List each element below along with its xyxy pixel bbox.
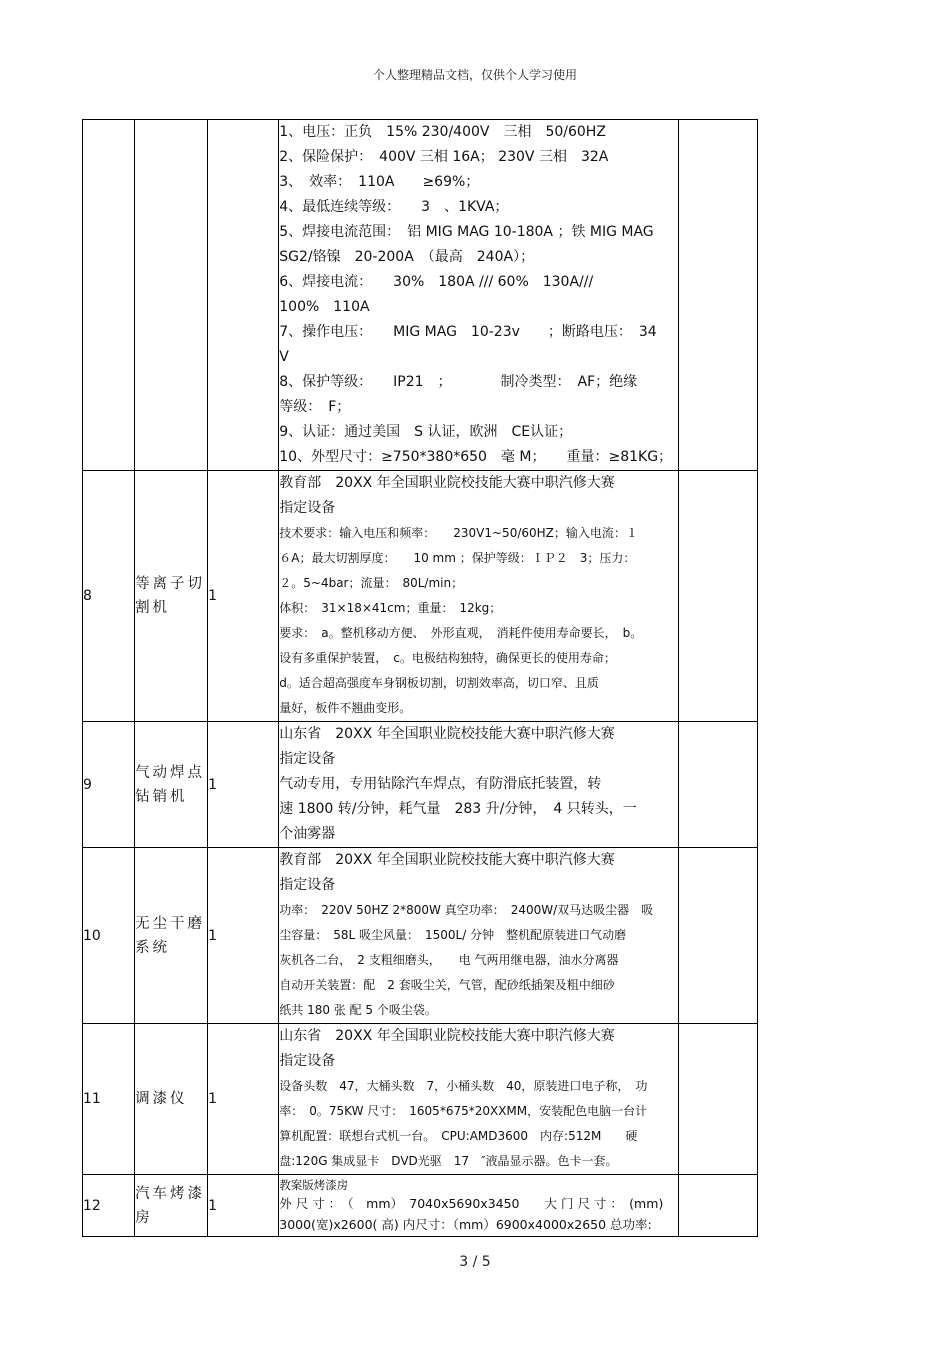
- spec-line: 3、 效率： 110A ≥69%；: [279, 174, 480, 190]
- spec-line: 2、保险保护： 400V 三相 16A； 230V 三相 32A: [279, 149, 609, 165]
- spec-line: 教育部 20XX 年全国职业院校技能大赛中职汽修大赛: [279, 852, 615, 868]
- cell-quantity: [208, 120, 279, 471]
- cell-number: 12: [83, 1175, 135, 1237]
- cell-number: 8: [83, 471, 135, 722]
- spec-line: 4、最低连续等级： 3 、1KVA；: [279, 199, 509, 215]
- spec-line: 要求： a。整机移动方便、 外形直观， 消耗件使用寿命要长， b。: [279, 626, 643, 640]
- spec-line: 3000(宽)x2600( 高) 内尺寸：（mm）6900x4000x2650 总功率:: [279, 1216, 652, 1232]
- cell-remarks: [678, 120, 757, 471]
- spec-line: d。适合超高强度车身钢板切割，切割效率高，切口窄、且质: [279, 676, 599, 690]
- cell-quantity: 1: [208, 471, 279, 722]
- cell-name: 无尘干磨系统: [135, 848, 208, 1024]
- spec-line: 教育部 20XX 年全国职业院校技能大赛中职汽修大赛: [279, 475, 615, 491]
- spec-line: ６A；最大切割厚度： 10 mm ；保护等级：ＩＰ２ 3；压力：: [279, 551, 636, 565]
- page-header: 个人整理精品文档，仅供个人学习使用: [372, 68, 577, 82]
- spec-line: 率： 0。75KW 尺寸： 1605*675*20XXMM，安装配色电脑一台计: [279, 1104, 648, 1118]
- cell-quantity: 1: [208, 1175, 279, 1237]
- cell-number: 9: [83, 722, 135, 848]
- spec-line: 5、焊接电流范围： 铝 MIG MAG 10-180A ；铁 MIG MAG: [279, 224, 654, 240]
- table-row: [83, 120, 758, 471]
- spec-line: 6、焊接电流： 30% 180A /// 60% 130A///: [279, 274, 594, 290]
- spec-line: 体积： 31×18×41cm；重量： 12kg；: [279, 601, 502, 615]
- spec-line: SG2/铬镍 20-200A （最高 240A）；: [279, 249, 535, 265]
- spec-line: 个油雾器: [279, 826, 336, 842]
- spec-line: 指定设备: [279, 877, 336, 893]
- cell-description: [279, 1175, 679, 1237]
- spec-line: 10、外型尺寸：≥750*380*650 毫 M； 重量：≥81KG；: [279, 449, 673, 465]
- cell-remarks: [678, 1175, 757, 1237]
- cell-remarks: [678, 848, 757, 1024]
- table-row: [83, 471, 758, 722]
- spec-line: 量好，板件不翘曲变形。: [279, 701, 412, 715]
- equipment-spec-table: [82, 119, 758, 1237]
- spec-line: 速 1800 转/分钟，耗气量 283 升/分钟， 4 只转头，一: [279, 801, 637, 817]
- cell-quantity: 1: [208, 722, 279, 848]
- table-row: [83, 1175, 758, 1237]
- spec-line: 算机配置：联想台式机一台。 CPU:AMD3600 内存:512M 硬: [279, 1129, 638, 1143]
- spec-line: 功率： 220V 50HZ 2*800W 真空功率： 2400W/双马达吸尘器 吸: [279, 903, 654, 917]
- table-row: [83, 848, 758, 1024]
- spec-line: 外 尺 寸 ： （ mm） 7040x5690x3450 大 门 尺 寸 ： (mm): [279, 1195, 664, 1211]
- spec-line: 教案版烤漆房: [279, 1177, 349, 1192]
- spec-line: 纸共 180 张 配 5 个吸尘袋。: [279, 1003, 437, 1017]
- spec-line: 技术要求：输入电压和频率： 230V1~50/60HZ；输入电流：１: [279, 526, 638, 540]
- cell-remarks: [678, 722, 757, 848]
- spec-line: 设备头数 47，大桶头数 7，小桶头数 40，原装进口电子称， 功: [279, 1079, 648, 1093]
- spec-line: 设有多重保护装置， c。电极结构独特，确保更长的使用寿命；: [279, 651, 616, 665]
- cell-number: 11: [83, 1024, 135, 1175]
- cell-description: [279, 120, 679, 471]
- spec-line: 盘:120G 集成显卡 DVD光驱 17 ″液晶显示器。色卡一套。: [279, 1154, 618, 1168]
- cell-number: [83, 120, 135, 471]
- spec-line: 等级： F；: [279, 399, 351, 415]
- spec-line: 9、认证：通过美国 S 认证，欧洲 CE认证；: [279, 424, 573, 440]
- cell-description: [279, 848, 679, 1024]
- cell-name: 等离子切割机: [135, 471, 208, 722]
- cell-remarks: [678, 1024, 757, 1175]
- cell-quantity: 1: [208, 1024, 279, 1175]
- spec-line: 自动开关装置：配 2 套吸尘关，气管，配砂纸插架及粗中细砂: [279, 978, 615, 992]
- table-row: [83, 1024, 758, 1175]
- spec-line: 指定设备: [279, 500, 336, 516]
- spec-line: 山东省 20XX 年全国职业院校技能大赛中职汽修大赛: [279, 726, 615, 742]
- spec-line: 指定设备: [279, 751, 336, 767]
- spec-line: V: [279, 349, 289, 365]
- spec-line: 8、保护等级： IP21 ； 制冷类型： AF；绝缘: [279, 374, 638, 390]
- cell-name: 调漆仪: [135, 1024, 208, 1175]
- spec-line: 灰机各二台， 2 支粗细磨头， 电 气两用继电器，油水分离器: [279, 953, 619, 967]
- spec-line: ２。5~4bar；流量： 80L/min；: [279, 576, 464, 590]
- spec-line: 100% 110A: [279, 299, 370, 315]
- cell-name: 汽车烤漆房: [135, 1175, 208, 1237]
- spec-line: 7、操作电压： MIG MAG 10-23v ；断路电压： 34: [279, 324, 657, 340]
- spec-line: 气动专用，专用钻除汽车焊点，有防滑底托装置，转: [279, 776, 602, 792]
- cell-quantity: 1: [208, 848, 279, 1024]
- cell-description: [279, 471, 679, 722]
- table-row: [83, 722, 758, 848]
- cell-remarks: [678, 471, 757, 722]
- cell-name: [135, 120, 208, 471]
- spec-line: 1、电压：正负 15% 230/400V 三相 50/60HZ: [279, 124, 606, 140]
- page-number: 3 / 5: [459, 1254, 491, 1270]
- cell-name: 气动焊点钻销机: [135, 722, 208, 848]
- spec-line: 尘容量： 58L 吸尘风量： 1500L/ 分钟 整机配原装进口气动磨: [279, 928, 627, 942]
- cell-number: 10: [83, 848, 135, 1024]
- cell-description: [279, 722, 679, 848]
- cell-description: [279, 1024, 679, 1175]
- spec-line: 山东省 20XX 年全国职业院校技能大赛中职汽修大赛: [279, 1028, 615, 1044]
- spec-line: 指定设备: [279, 1053, 336, 1069]
